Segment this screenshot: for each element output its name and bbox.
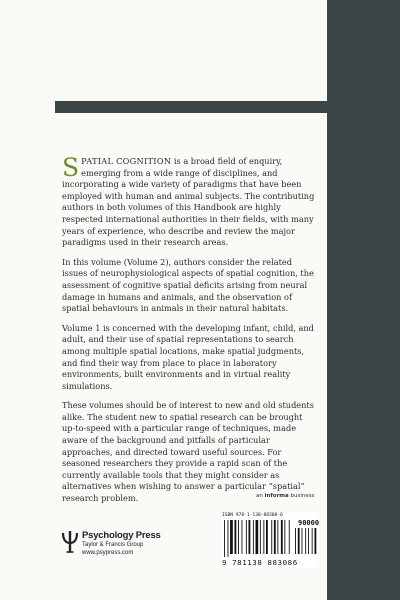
isbn-label: ISBN 978-1-138-88308-6: [222, 513, 283, 518]
informa-brand: informa: [264, 493, 289, 499]
dark-horizontal-rule: [55, 101, 400, 113]
informa-suffix: business: [290, 493, 315, 499]
blurb-paragraph-2: In this volume (Volume 2), authors consider the related issues of neurophysiological aspects of spatial cognition, the assessment of cognitive spatial deficits arising from neural damage in humans and animals, and the observation of spatial behaviours in animals in their natural habitats.: [62, 256, 314, 314]
blurb-paragraph-1-text: is a broad field of enquiry, emerging from a wide range of disciplines, and incorporating a wide variety of paradigms that have been employed with human and animal subjects. The contributing authors in both volumes of this Handbook are highly respected international authorities in their fields, with many years of experience, who describe and review the major paradigms used in their research areas.: [62, 156, 315, 248]
price-code: 90000: [298, 519, 320, 527]
barcode-block: [222, 513, 319, 568]
cover-blurb: [62, 153, 316, 513]
publisher-name: Psychology Press: [82, 530, 161, 541]
dark-vertical-band: [327, 0, 400, 600]
publisher-group: Taylor & Francis Group: [82, 542, 144, 548]
publisher-block: [82, 530, 161, 558]
informa-business-line: [256, 493, 314, 499]
blurb-lead: PATIAL COGNITION: [81, 156, 172, 166]
isbn-digits: 9 781138 883086: [222, 558, 298, 567]
informa-prefix: an: [256, 493, 263, 499]
blurb-paragraph-1: [62, 153, 316, 249]
blurb-paragraph-4: These volumes should be of interest to new and old students alike. The student new to spatial research can be brought up-to-speed with a particular range of techniques, made aware of the background and pitfalls of particular approaches, and directed toward useful sources. For seasoned researchers they provide a rapid scan of the currently available tools that they might consider as alternatives when wishing to answer a particular “spatial” research problem.: [62, 400, 314, 504]
blurb-paragraph-3: Volume 1 is concerned with the developing infant, child, and adult, and their use of spatial representations to search among multiple spatial locations, make spatial judgments, and find their way from place to place in laboratory environments, built environments and in virtual reality simulations.: [62, 322, 314, 391]
drop-cap: S: [62, 153, 80, 182]
psi-logo-icon: [62, 530, 78, 554]
barcode-graphic: [222, 520, 319, 558]
publisher-url: www.psypress.com: [82, 550, 134, 556]
